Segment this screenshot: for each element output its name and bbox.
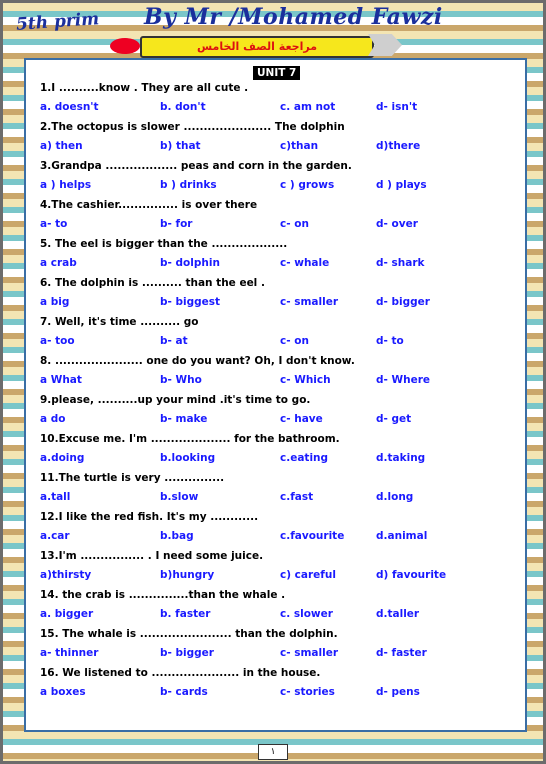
answer-option: c- smaller	[280, 296, 339, 308]
question-text: 1.I ..........know . They are all cute .	[40, 82, 249, 94]
answer-option: a. doesn't	[40, 101, 99, 113]
answer-option: a.doing	[40, 452, 85, 464]
answer-option: d- bigger	[376, 296, 430, 308]
answer-option: a big	[40, 296, 70, 308]
answer-option: a do	[40, 413, 66, 425]
answer-option: a.car	[40, 530, 70, 542]
answer-option: a crab	[40, 257, 77, 269]
answer-option: b- at	[160, 335, 188, 347]
answer-option: c- stories	[280, 686, 335, 698]
answer-option: c- whale	[280, 257, 330, 269]
answer-option: d.long	[376, 491, 414, 503]
answer-option: c- on	[280, 218, 309, 230]
answer-option: a) then	[40, 140, 83, 152]
answer-option: b- Who	[160, 374, 202, 386]
question-text: 13.I'm ................ . I need some juice.	[40, 550, 264, 562]
answer-option: c.favourite	[280, 530, 345, 542]
answer-option: b.slow	[160, 491, 199, 503]
answer-option: d- over	[376, 218, 418, 230]
answer-option: d- get	[376, 413, 412, 425]
question-text: 15. The whale is ....................... than the dolphin.	[40, 628, 338, 640]
banner-bar	[140, 36, 374, 58]
answer-option: d- shark	[376, 257, 425, 269]
answer-option: d)there	[376, 140, 421, 152]
answer-option: a What	[40, 374, 82, 386]
banner-title: مراجعة الصف الخامس	[196, 40, 318, 53]
answer-option: b.bag	[160, 530, 194, 542]
answer-option: d) favourite	[376, 569, 447, 581]
grade-label: 5th prim	[15, 9, 100, 35]
question-text: 3.Grandpa .................. peas and corn in the garden.	[40, 160, 352, 172]
answer-option: c- Which	[280, 374, 331, 386]
answer-option: b- biggest	[160, 296, 221, 308]
answer-option: b ) drinks	[160, 179, 217, 191]
author-title: By Mr /Mohamed Fawzi	[144, 4, 443, 30]
answer-option: c.fast	[280, 491, 314, 503]
answer-option: c- on	[280, 335, 309, 347]
answer-option: d.taller	[376, 608, 420, 620]
answer-option: a ) helps	[40, 179, 92, 191]
answer-option: b- make	[160, 413, 208, 425]
answer-option: c- have	[280, 413, 323, 425]
question-text: 8. ...................... one do you want? Oh, I don't know.	[40, 355, 355, 367]
question-text: 5. The eel is bigger than the ...................	[40, 238, 288, 250]
question-text: 12.I like the red fish. It's my ............	[40, 511, 259, 523]
answer-option: d ) plays	[376, 179, 427, 191]
question-text: 7. Well, it's time .......... go	[40, 316, 199, 328]
question-text: 2.The octopus is slower ...................... The dolphin	[40, 121, 345, 133]
answer-option: d- faster	[376, 647, 427, 659]
answer-option: b- bigger	[160, 647, 214, 659]
question-text: 16. We listened to ...................... in the house.	[40, 667, 321, 679]
page-number: ١	[258, 744, 288, 760]
answer-option: b)hungry	[160, 569, 215, 581]
answer-option: c- smaller	[280, 647, 339, 659]
answer-option: a boxes	[40, 686, 86, 698]
question-text: 11.The turtle is very ...............	[40, 472, 225, 484]
answer-option: a. bigger	[40, 608, 94, 620]
question-text: 4.The cashier............... is over there	[40, 199, 258, 211]
banner-disk-icon	[110, 38, 140, 54]
answer-option: a)thirsty	[40, 569, 92, 581]
answer-option: c. am not	[280, 101, 336, 113]
answer-option: b. don't	[160, 101, 206, 113]
answer-option: b- dolphin	[160, 257, 220, 269]
question-text: 14. the crab is ...............than the whale .	[40, 589, 286, 601]
answer-option: c.eating	[280, 452, 329, 464]
answer-option: d- isn't	[376, 101, 418, 113]
unit-heading: UNIT 7	[253, 66, 300, 80]
banner	[110, 34, 405, 58]
answer-option: b- for	[160, 218, 193, 230]
answer-option: b) that	[160, 140, 201, 152]
question-text: 10.Excuse me. I'm .................... for the bathroom.	[40, 433, 340, 445]
answer-option: a- thinner	[40, 647, 99, 659]
answer-option: c)than	[280, 140, 319, 152]
answer-option: a.tall	[40, 491, 71, 503]
answer-option: c ) grows	[280, 179, 335, 191]
answer-option: d.animal	[376, 530, 428, 542]
answer-option: b. faster	[160, 608, 211, 620]
answer-option: d- pens	[376, 686, 420, 698]
answer-option: d.taking	[376, 452, 426, 464]
answer-option: c) careful	[280, 569, 336, 581]
question-text: 6. The dolphin is .......... than the eel .	[40, 277, 265, 289]
answer-option: a- to	[40, 218, 68, 230]
answer-option: b- cards	[160, 686, 208, 698]
answer-option: a- too	[40, 335, 75, 347]
answer-option: d- Where	[376, 374, 431, 386]
answer-option: b.looking	[160, 452, 216, 464]
answer-option: c. slower	[280, 608, 333, 620]
answer-option: d- to	[376, 335, 404, 347]
question-text: 9.please, ..........up your mind .it's time to go.	[40, 394, 311, 406]
